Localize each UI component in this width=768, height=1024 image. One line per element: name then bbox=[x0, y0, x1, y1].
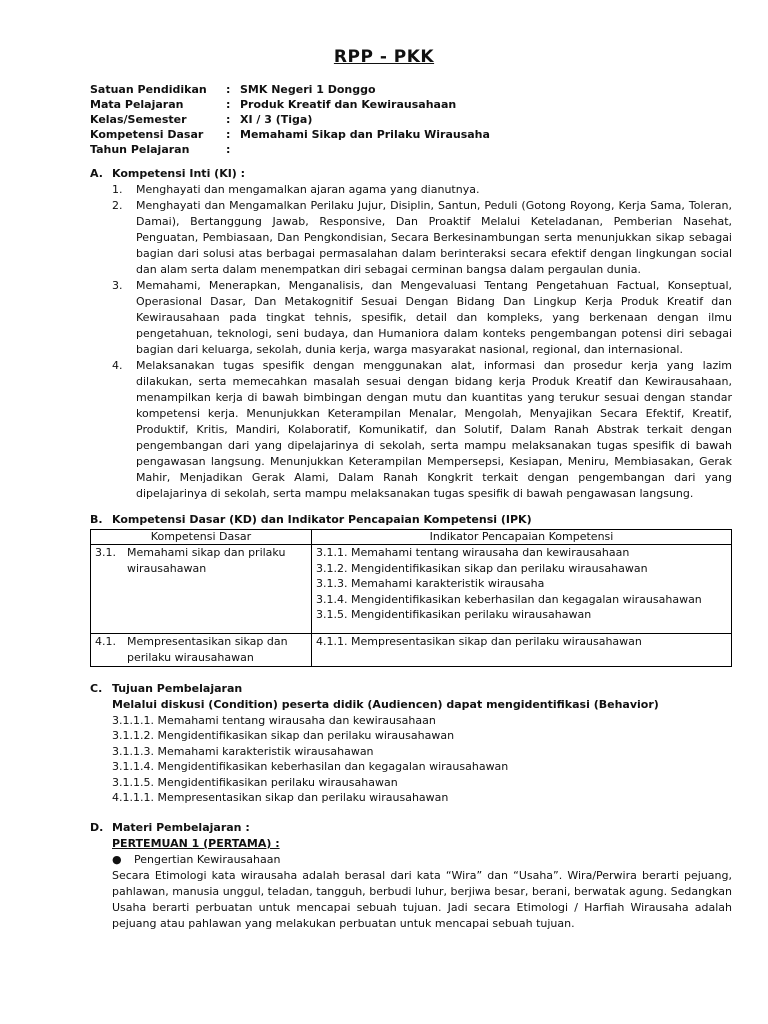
identity-key: Tahun Pelajaran bbox=[90, 143, 190, 156]
identity-row bbox=[90, 127, 732, 142]
list-number: 4. bbox=[112, 359, 123, 372]
ipk-item: 3.1.5. Mengidentifikasikan perilaku wirausahawan bbox=[316, 608, 592, 621]
list-item bbox=[90, 182, 732, 198]
meeting-line bbox=[90, 836, 732, 852]
list-item bbox=[90, 278, 732, 358]
identity-value: Produk Kreatif dan Kewirausahaan bbox=[240, 98, 457, 111]
kd-text-cont: wirausahawan bbox=[127, 562, 207, 575]
identity-colon: : bbox=[226, 98, 231, 111]
identity-colon: : bbox=[226, 83, 231, 96]
identity-colon: : bbox=[226, 128, 231, 141]
table-header-kd: Kompetensi Dasar bbox=[91, 530, 312, 545]
identity-value: XI / 3 (Tiga) bbox=[240, 113, 313, 126]
list-item bbox=[90, 358, 732, 502]
section-c-heading bbox=[90, 681, 732, 697]
list-text: Memahami, Menerapkan, Menganalisis, dan Mengevaluasi Tentang Pengetahuan Factual, Konseptual, Operasional Dasar, Dan Metakognitif Sesuai Dengan Bidang Dan Lingkup Kerja Produk Kreatif dan Kewirausahaan pada tingkat tehnis, spesifik, detail dan kompleks, yang berkenaan dengan ilmu pengetahuan, teknologi, seni budaya, dan Humaniora dalam konteks pengembangan potensi diri sebagai bagian dari keluarga, sekolah, dunia kerja, warga masyarakat nasional, regional, dan internasional. bbox=[136, 279, 732, 356]
list-text: Melaksanakan tugas spesifik dengan menggunakan alat, informasi dan prosedur kerja yang lazim dilakukan, serta memecahkan masalah sesuai dengan bidang kerja Produk Kreatif dan Kewirausahaan, menampilkan kerja di bawah bimbingan dengan mutu dan kuantitas yang terukur sesuai dengan standar kompetensi kerja. Menunjukkan Keterampilan Menalar, Mengolah, Menyajikan Secara Efektif, Kreatif, Produktif, Kritis, Mandiri, Kolaboratif, Komunikatif, dan Solutif, Dalam Ranah Abstrak terkait dengan pengembangan dari yang dipelajarinya di sekolah, serta mampu melaksanakan tugas spesifik di bawah pengawasan langsung. Menunjukkan Keterampilan Mempersepsi, Kesiapan, Meniru, Membiasakan, Gerak Mahir, Menjadikan Gerak Alami, Dalam Ranah Kongkrit terkait dengan pengembangan dari yang dipelajarinya di sekolah, serta mampu melaksanakan tugas spesifik di bawah pengawasan langsung. bbox=[136, 359, 732, 500]
ipk-cell bbox=[312, 545, 732, 634]
objective-item: 4.1.1.1. Mempresentasikan sikap dan perilaku wirausahawan bbox=[112, 791, 449, 804]
bullet-item bbox=[90, 852, 732, 868]
list-number: 3. bbox=[112, 279, 123, 292]
ipk-cell bbox=[312, 634, 732, 667]
ipk-item: 3.1.1. Memahami tentang wirausaha dan kewirausahaan bbox=[316, 546, 630, 559]
objective-item: 3.1.1.3. Memahami karakteristik wirausahawan bbox=[112, 744, 374, 758]
kd-cell bbox=[91, 634, 312, 667]
identity-value: SMK Negeri 1 Donggo bbox=[240, 83, 376, 96]
identity-value: Memahami Sikap dan Prilaku Wirausaha bbox=[240, 128, 490, 141]
identity-row bbox=[90, 82, 732, 97]
section-letter: B. bbox=[90, 513, 103, 526]
objective-item: 3.1.1.1. Memahami tentang wirausaha dan kewirausahaan bbox=[112, 713, 436, 727]
ipk-item: 3.1.2. Mengidentifikasikan sikap dan perilaku wirausahawan bbox=[316, 561, 648, 575]
material-paragraph: Secara Etimologi kata wirausaha adalah berasal dari kata “Wira” dan “Usaha”. Wira/Perwira berarti pejuang, pahlawan, manusia unggul, teladan, tangguh, berbudi luhur, berjiwa besar, berani, berwatak agung. Sedangkan Usaha berarti perbuatan untuk mencapai sebuah tujuan. Jadi secara Etimologi / Harfiah Wirausaha adalah pejuang atau pahlawan yang melakukan perbuatan untuk mencapai sebuah tujuan. bbox=[112, 868, 732, 930]
kd-line bbox=[95, 634, 307, 650]
identity-row bbox=[90, 112, 732, 127]
document-content bbox=[90, 82, 732, 932]
ipk-item: 4.1.1. Mempresentasikan sikap dan perilaku wirausahawan bbox=[316, 635, 642, 648]
objective-item: 3.1.1.4. Mengidentifikasikan keberhasilan dan kegagalan wirausahawan bbox=[112, 760, 509, 773]
objectives-intro: Melalui diskusi (Condition) peserta didik (Audiencen) dapat mengidentifikasi (Behavior) bbox=[112, 698, 659, 711]
kd-text: Memahami sikap dan prilaku bbox=[127, 546, 286, 559]
table-header-row bbox=[91, 530, 732, 545]
ki-list bbox=[90, 182, 732, 502]
objectives-block bbox=[90, 697, 732, 806]
kd-cell bbox=[91, 545, 312, 634]
kd-text-cont: perilaku wirausahawan bbox=[127, 651, 254, 664]
identity-colon: : bbox=[226, 113, 231, 126]
section-letter: D. bbox=[90, 820, 104, 834]
kd-text: Mempresentasikan sikap dan bbox=[127, 635, 288, 648]
section-letter: C. bbox=[90, 682, 103, 695]
identity-key: Kompetensi Dasar bbox=[90, 128, 204, 141]
kd-number: 3.1. bbox=[95, 546, 116, 559]
identity-colon: : bbox=[226, 143, 231, 156]
document-title: RPP - PKK bbox=[333, 47, 435, 67]
meeting-heading: PERTEMUAN 1 (PERTAMA) : bbox=[112, 836, 280, 850]
kd-ipk-table bbox=[90, 529, 732, 667]
identity-block bbox=[90, 82, 732, 157]
section-a-heading bbox=[90, 166, 732, 182]
list-item bbox=[90, 198, 732, 278]
section-b-heading bbox=[90, 512, 732, 528]
objective-item: 3.1.1.5. Mengidentifikasikan perilaku wirausahawan bbox=[112, 775, 398, 789]
bullet-icon: ● bbox=[112, 852, 122, 866]
table-row bbox=[91, 634, 732, 667]
list-number: 2. bbox=[112, 199, 123, 212]
identity-key: Mata Pelajaran bbox=[90, 98, 184, 111]
identity-key: Kelas/Semester bbox=[90, 113, 187, 126]
section-d-heading bbox=[90, 820, 732, 836]
list-number: 1. bbox=[112, 183, 123, 196]
objective-item: 3.1.1.2. Mengidentifikasikan sikap dan perilaku wirausahawan bbox=[112, 729, 455, 742]
ipk-item: 3.1.3. Memahami karakteristik wirausaha bbox=[316, 577, 545, 590]
table-header-ipk: Indikator Pencapaian Kompetensi bbox=[312, 530, 732, 545]
ipk-item: 3.1.4. Mengidentifikasikan keberhasilan dan kegagalan wirausahawan bbox=[316, 592, 702, 606]
list-text: Menghayati dan Mengamalkan Perilaku Jujur, Disiplin, Santun, Peduli (Gotong Royong, Kerja Sama, Toleran, Damai), Bertanggung Jawab, Responsive, Dan Proaktif Melalui Keteladanan, Pemberian Nasehat, Penguatan, Pembiasaan, Dan Pengkondisian, Secara Berkesinambungan serta menunjukkan sikap sebagai bagian dari solusi atas berbagai permasalahan dalam berinteraksi secara efektif dengan lingkungan social dan alam serta dalam menempatkan diri sebagai cerminan bangsa dalam pergaulan dunia. bbox=[136, 199, 732, 276]
identity-row bbox=[90, 142, 732, 157]
bullet-title: Pengertian Kewirausahaan bbox=[134, 852, 281, 866]
identity-key: Satuan Pendidikan bbox=[90, 83, 207, 96]
section-title: Materi Pembelajaran : bbox=[112, 820, 250, 834]
section-title: Tujuan Pembelajaran bbox=[112, 682, 243, 695]
section-title: Kompetensi Inti (KI) : bbox=[112, 167, 246, 180]
table-row bbox=[91, 545, 732, 634]
kd-line bbox=[95, 545, 307, 561]
list-text: Menghayati dan mengamalkan ajaran agama yang dianutnya. bbox=[136, 183, 480, 196]
identity-row bbox=[90, 97, 732, 112]
section-letter: A. bbox=[90, 167, 103, 180]
section-title: Kompetensi Dasar (KD) dan Indikator Pencapaian Kompetensi (IPK) bbox=[112, 513, 532, 526]
kd-number: 4.1. bbox=[95, 635, 116, 648]
